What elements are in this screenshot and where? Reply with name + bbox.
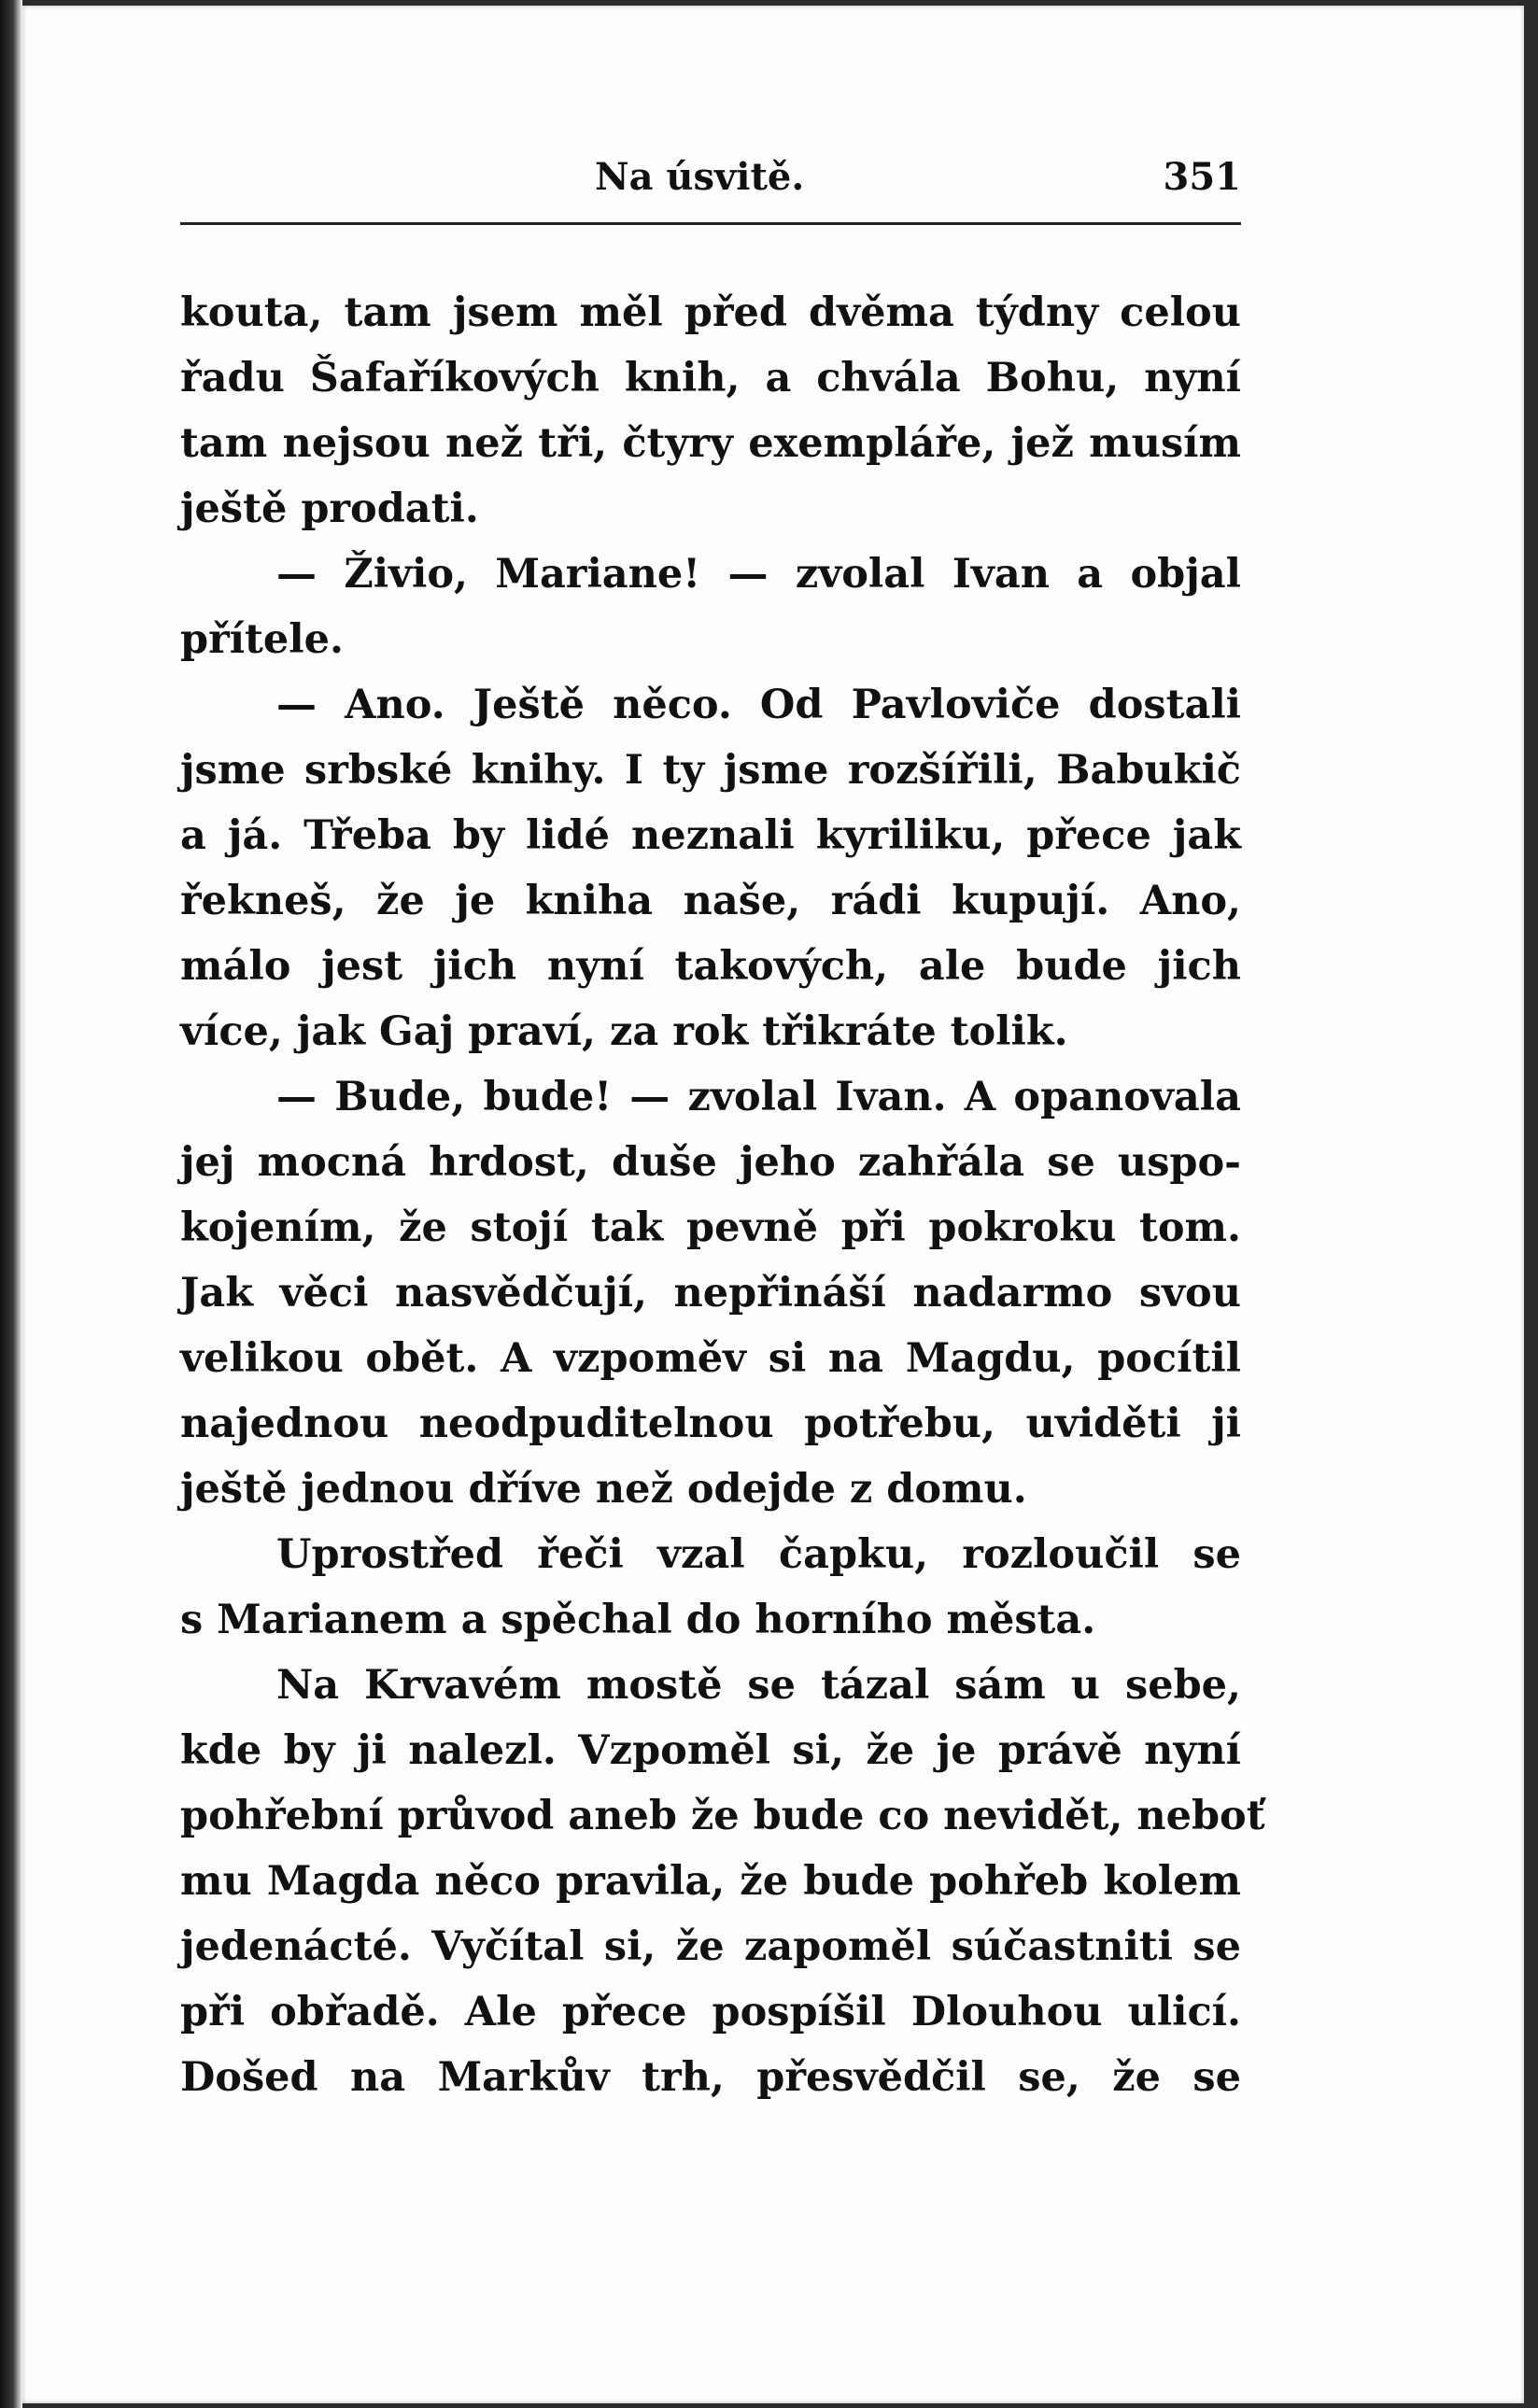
- text-line: — Bude, bude! — zvolal Ivan. A opanovala: [276, 1074, 1241, 1120]
- text-line: Uprostřed řeči vzal čapku, rozloučil se: [276, 1531, 1241, 1578]
- text-line: velikou obět. A vzpoměv si na Magdu, pocítil: [180, 1335, 1241, 1382]
- text-line: ještě jednou dříve než odejde z domu.: [180, 1466, 1027, 1513]
- text-line: jej mocná hrdost, duše jeho zahřála se uspo-: [180, 1139, 1241, 1186]
- page-header: [180, 149, 1241, 209]
- text-line: řekneš, že je kniha naše, rádi kupují. Ano,: [180, 878, 1241, 924]
- text-line: — Ano. Ještě něco. Od Pavloviče dostali: [276, 682, 1241, 728]
- text-line: — Živio, Mariane! — zvolal Ivan a objal: [276, 551, 1241, 598]
- text-line: kouta, tam jsem měl před dvěma týdny celou: [180, 289, 1241, 336]
- text-line: kojením, že stojí tak pevně při pokroku tom.: [180, 1204, 1241, 1251]
- text-line: najednou neodpuditelnou potřebu, uviděti ji: [180, 1401, 1241, 1447]
- binding-edge: [0, 0, 22, 2408]
- text-line: ještě prodati.: [180, 486, 479, 532]
- text-line: málo jest jich nyní takových, ale bude jich: [180, 943, 1241, 990]
- text-line: Došed na Markův trh, přesvědčil se, že se: [180, 2054, 1241, 2101]
- text-line: s Marianem a spěchal do horního města.: [180, 1597, 1096, 1643]
- page-number: 351: [1163, 155, 1241, 199]
- text-line: tam nejsou než tři, čtyry exempláře, jež musím: [180, 420, 1241, 467]
- text-line: řadu Šafaříkových knih, a chvála Bohu, nyní: [180, 355, 1241, 401]
- text-line: více, jak Gaj praví, za rok třikráte tolik.: [180, 1008, 1068, 1055]
- text-line: při obřadě. Ale přece pospíšil Dlouhou ulicí.: [180, 1989, 1241, 2035]
- text-line: jedenácté. Vyčítal si, že zapoměl súčastniti se: [180, 1923, 1241, 1970]
- text-line: Na Krvavém mostě se tázal sám u sebe,: [276, 1662, 1241, 1709]
- text-line: Jak věci nasvědčují, nepřináší nadarmo svou: [180, 1270, 1241, 1317]
- text-line: kde by ji nalezl. Vzpoměl si, že je právě nyní: [180, 1727, 1241, 1774]
- text-line: a já. Třeba by lidé neznali kyriliku, přece jak: [180, 812, 1241, 859]
- text-line: jsme srbské knihy. I ty jsme rozšířili, Babukič: [180, 747, 1241, 794]
- text-line: pohřební průvod aneb že bude co nevidět, neboť: [180, 1793, 1265, 1839]
- body-text: [180, 280, 1265, 2110]
- text-line: mu Magda něco pravila, že bude pohřeb kolem: [180, 1858, 1241, 1905]
- running-title: Na úsvitě.: [595, 155, 805, 199]
- text-line: přítele.: [180, 616, 344, 663]
- header-rule: [180, 222, 1241, 225]
